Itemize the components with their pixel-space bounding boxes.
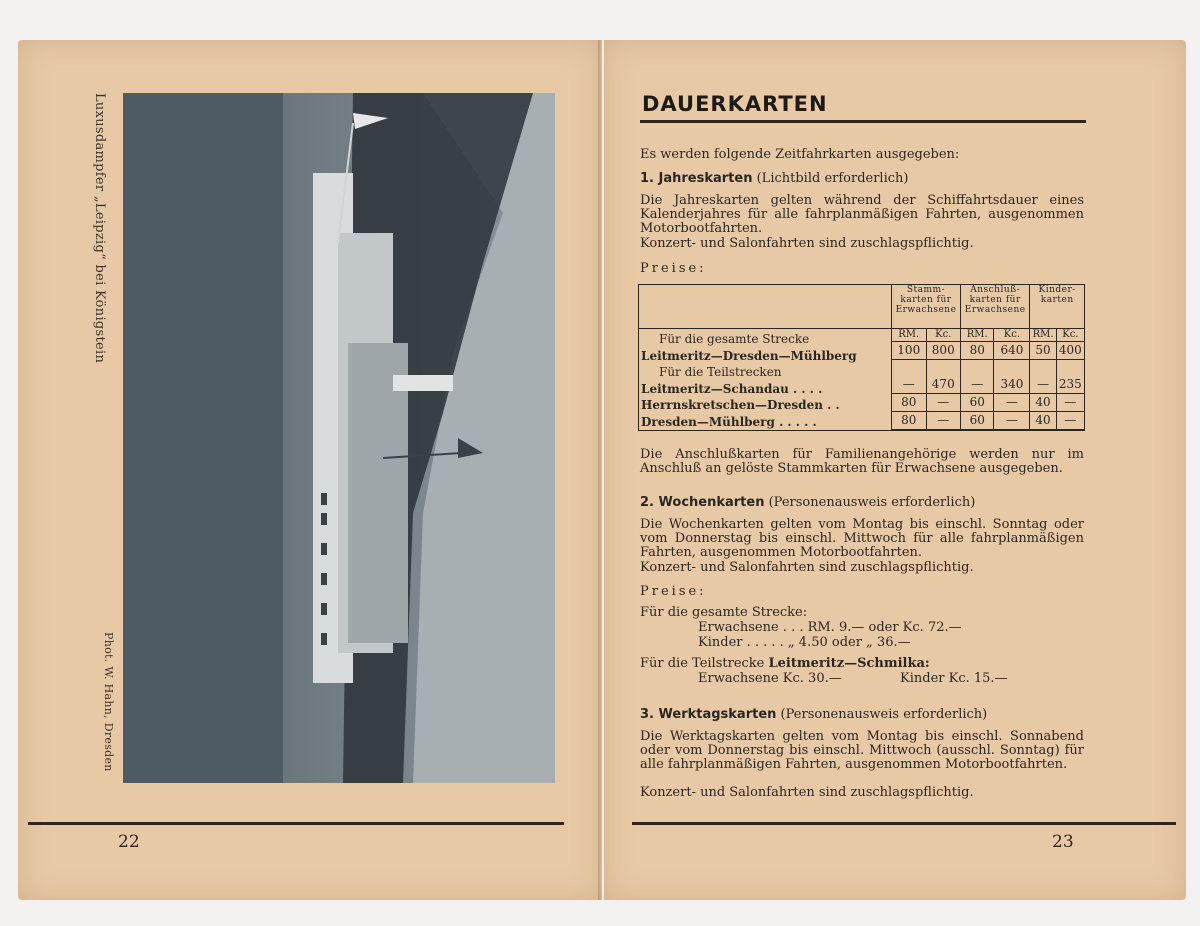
section-2-prices-label: Preise: (640, 584, 707, 599)
section-1-prices-label: Preise: (640, 261, 707, 276)
col-stammkarten: Stamm-karten für Erwachsene (892, 285, 961, 329)
section-2-part-route: Leitmeritz—Schmilka: (768, 656, 930, 671)
table-cell: 400 (1056, 341, 1084, 359)
section-2-kids: Kinder . . . . . „ 4.50 oder „ 36.— (698, 635, 911, 650)
table-cell: — (961, 359, 994, 394)
col-anschlusskarten: Anschluß-karten für Erwachsene (961, 285, 1030, 329)
page-number-right: 23 (1052, 832, 1074, 852)
partial-routes-label: Für die Teilstrecken (659, 365, 782, 379)
unit-kc: Kc. (994, 329, 1030, 342)
section-1-title: 1. Jahreskarten (640, 171, 753, 186)
table-cell: 100 (892, 341, 927, 359)
intro-text: Es werden folgende Zeitfahrkarten ausgegeben: (640, 147, 960, 162)
section-3-body: Die Werktagskarten gelten vom Montag bis einschl. Sonnabend oder vom Donnerstag bis einschl. Mittwoch (ausschl. Sonntag) für alle fahrplanmäßigen Fahrten, ausgenommen Motorbootfahrten. (640, 729, 1084, 772)
section-1-body: Die Jahreskarten gelten während der Schiffahrtsdauer eines Kalenderjahres für alle fahrplanmäßigen Fahrten, ausgenommen Motorbootfahrten. (640, 193, 1084, 236)
route-3: Dresden—Mühlberg . . . . . (641, 414, 817, 429)
table-cell: 40 (1030, 394, 1056, 412)
table-cell: — (892, 359, 927, 394)
table-cell: 80 (961, 341, 994, 359)
route-2: Herrnskretschen—Dresden . . (641, 398, 840, 412)
table-cell: 40 (1030, 412, 1056, 430)
section-2-part-adults: Erwachsene Kc. 30.— (698, 671, 842, 686)
table-cell: — (994, 394, 1030, 412)
section-3-heading (640, 708, 1084, 722)
col-kinderkarten: Kinder-karten (1030, 285, 1085, 329)
table-cell: — (1030, 359, 1056, 394)
table-cell: — (926, 394, 961, 412)
right-bottom-rule (632, 822, 1176, 825)
section-1-note: (Lichtbild erforderlich) (756, 171, 909, 186)
unit-rm: RM. (892, 329, 927, 342)
section-2-full-label: Für die gesamte Strecke: (640, 605, 808, 620)
route-1: Leitmeritz—Schandau . . . . (641, 381, 823, 396)
section-3-body-2: Konzert- und Salonfahrten sind zuschlagspflichtig. (640, 785, 974, 800)
photo-credit: Phot. W. Hahn, Dresden (102, 632, 115, 772)
steamer-photo (123, 93, 555, 783)
table-spacer (892, 430, 1085, 431)
section-3-note: (Personenausweis erforderlich) (780, 707, 988, 722)
section-2-heading (640, 496, 1084, 510)
section-2-part (640, 657, 1084, 671)
unit-kc: Kc. (926, 329, 961, 342)
left-bottom-rule (28, 822, 564, 825)
table-cell: 235 (1056, 359, 1084, 394)
table-cell: — (1056, 412, 1084, 430)
table-cell: 80 (892, 394, 927, 412)
section-2-part-label: Für die Teilstrecke (640, 656, 765, 671)
table-cell: — (1056, 394, 1084, 412)
prices-table (638, 284, 1085, 431)
table-cell: 60 (961, 394, 994, 412)
page-title: DAUERKARTEN (642, 92, 828, 116)
unit-kc: Kc. (1056, 329, 1084, 342)
section-2-note: (Personenausweis erforderlich) (768, 495, 976, 510)
full-route-label: Für die gesamte Strecke (659, 332, 810, 346)
table-corner (639, 285, 892, 329)
table-cell: 50 (1030, 341, 1056, 359)
table-cell: 80 (892, 412, 927, 430)
table-cell: 470 (926, 359, 961, 394)
section-2-adults: Erwachsene . . . RM. 9.— oder Kc. 72.— (698, 620, 962, 635)
section-2-title: 2. Wochenkarten (640, 495, 765, 510)
full-route: Leitmeritz—Dresden—Mühlberg (641, 348, 857, 363)
photo-caption: Luxusdampfer „Leipzig“ bei Königstein (92, 93, 107, 364)
table-note: Die Anschlußkarten für Familienangehörige werden nur im Anschluß an gelöste Stammkarten für Erwachsene ausgegeben. (640, 447, 1084, 476)
steamer-photo-image (123, 93, 555, 783)
unit-rm: RM. (1030, 329, 1056, 342)
section-2-part-kids: Kinder Kc. 15.— (900, 671, 1008, 686)
section-2-body-2: Konzert- und Salonfahrten sind zuschlagspflichtig. (640, 560, 974, 575)
table-cell: — (994, 412, 1030, 430)
section-3-title: 3. Werktagskarten (640, 707, 777, 722)
table-cell: 800 (926, 341, 961, 359)
table-cell: 60 (961, 412, 994, 430)
section-2-body: Die Wochenkarten gelten vom Montag bis einschl. Sonntag oder vom Donnerstag bis einschl. Mittwoch für alle fahrplanmäßigen Fahrten, ausgenommen Motorbootfahrten. (640, 517, 1084, 560)
table-cell: — (926, 412, 961, 430)
section-1-heading (640, 172, 1084, 186)
section-1-body-2: Konzert- und Salonfahrten sind zuschlagspflichtig. (640, 236, 974, 251)
title-rule (640, 120, 1086, 123)
table-cell: 640 (994, 341, 1030, 359)
unit-rm: RM. (961, 329, 994, 342)
page-number-left: 22 (118, 832, 140, 852)
table-cell: 340 (994, 359, 1030, 394)
route-cell (639, 329, 892, 431)
